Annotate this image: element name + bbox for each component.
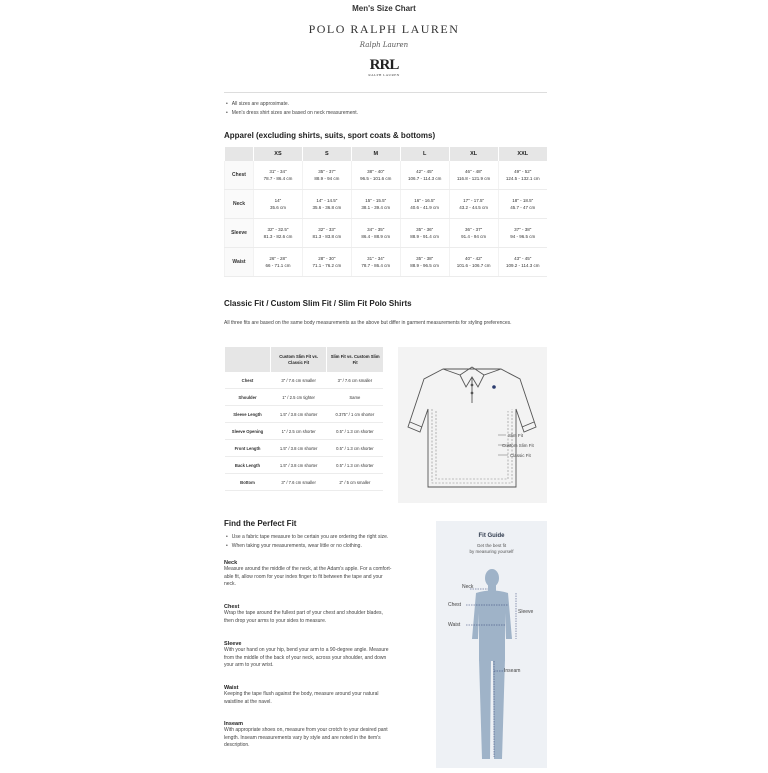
fit-col-header: Slim Fit vs. Custom Slim Fit	[327, 347, 383, 372]
measure-waist	[224, 685, 430, 706]
brand-wordmark: POLO RALPH LAUREN	[308, 22, 460, 36]
measure-text: Measure around the middle of the neck, at the Adam's apple. For a comfort-	[224, 566, 392, 572]
measure-neck	[224, 560, 430, 589]
table-row	[225, 423, 384, 440]
polo-shirt-illustration	[398, 347, 547, 503]
fit-tip: • When taking your measurements, wear little or no clothing.	[226, 543, 362, 549]
measure-text: Keeping the tape flush against the body, measure around your natural	[224, 691, 379, 697]
table-cell: 0.5" / 1.3 cm shorter	[327, 457, 383, 474]
fit-heading: Classic Fit / Custom Slim Fit / Slim Fit Polo Shirts	[224, 299, 412, 308]
fit-intro: All three fits are based on the same body measurements as the above but differ in garment measurements for styling preferences.	[224, 320, 512, 326]
fit-guide-subtitle-line: by measuring yourself	[469, 549, 514, 554]
fit-col-header: Custom Slim Fit vs. Classic Fit	[271, 347, 327, 372]
apparel-corner-cell	[225, 147, 254, 161]
table-cell: 35" - 38" 88.9 - 96.5 cm	[400, 248, 449, 277]
row-label: Bottom	[225, 474, 271, 491]
table-row	[225, 219, 548, 248]
size-header: M	[351, 147, 400, 161]
table-cell: 15" - 15.5" 38.1 - 39.4 cm	[351, 190, 400, 219]
table-cell: 49" - 52" 124.5 - 132.1 cm	[498, 161, 547, 190]
row-label: Chest	[225, 161, 254, 190]
table-cell: 3" / 7.6 cm smaller	[271, 474, 327, 491]
table-row	[225, 190, 548, 219]
table-cell: 36" - 37" 91.4 - 94 cm	[449, 219, 498, 248]
table-cell: 1.5" / 3.8 cm shorter	[271, 406, 327, 423]
apparel-heading: Apparel (excluding shirts, suits, sport coats & bottoms)	[224, 131, 436, 140]
table-row	[225, 406, 384, 423]
row-label: Sleeve	[225, 219, 254, 248]
measure-text: With appropriate shoes on, measure from your crotch to your desired pant	[224, 727, 388, 733]
measure-text: waistline at the navel.	[224, 698, 272, 705]
table-row	[225, 161, 548, 190]
table-cell: 40" - 42" 101.6 - 106.7 cm	[449, 248, 498, 277]
fit-comparison-table	[224, 347, 383, 491]
table-cell: 32" - 33" 81.3 - 83.8 cm	[302, 219, 351, 248]
measure-heading: Waist	[224, 685, 239, 691]
brand-signature: Ralph Lauren	[359, 41, 409, 49]
table-row	[225, 457, 384, 474]
perfect-fit-heading: Find the Perfect Fit	[224, 519, 297, 528]
fit-header-row	[225, 347, 384, 372]
table-cell: 17" - 17.5" 43.2 - 44.5 cm	[449, 190, 498, 219]
apparel-header-row	[225, 147, 548, 161]
body-silhouette-icon	[436, 521, 547, 768]
size-header: XS	[254, 147, 303, 161]
table-cell: 31" - 34" 78.7 - 86.4 cm	[351, 248, 400, 277]
table-cell: 46" - 48" 116.8 - 121.9 cm	[449, 161, 498, 190]
measure-heading: Inseam	[224, 721, 243, 727]
rrl-logo	[364, 58, 404, 82]
header-divider	[224, 92, 547, 93]
slim-fit-label: Slim Fit	[508, 433, 523, 438]
table-cell: 0.5" / 1.3 cm shorter	[327, 423, 383, 440]
row-label: Front Length	[225, 440, 271, 457]
table-cell: 18" - 18.5" 45.7 - 47 cm	[498, 190, 547, 219]
fit-tip: • Use a fabric tape measure to be certain you are ordering the right size.	[226, 534, 388, 540]
measure-text: able fit, allow room for your index finger to fit between the tape and your	[224, 573, 383, 580]
table-row	[225, 372, 384, 389]
rrl-logo-sub: RALPH LAUREN	[368, 73, 400, 77]
guide-inseam-label: Inseam	[504, 668, 521, 674]
table-cell: 35" - 36" 88.9 - 91.4 cm	[400, 219, 449, 248]
measure-heading: Chest	[224, 604, 240, 610]
measure-inseam	[224, 721, 430, 750]
measure-text: With your hand on your hip, bend your arm to a 90-degree angle. Measure	[224, 647, 389, 653]
polo-fit-diagram	[398, 347, 547, 503]
size-header: S	[302, 147, 351, 161]
size-header: L	[400, 147, 449, 161]
row-label: Waist	[225, 248, 254, 277]
row-label: Chest	[225, 372, 271, 389]
table-cell: 37" - 38" 94 - 96.5 cm	[498, 219, 547, 248]
guide-neck-label: Neck	[462, 584, 474, 590]
table-cell: 35" - 37" 88.9 - 94 cm	[302, 161, 351, 190]
table-cell: 28" - 30" 71.1 - 76.2 cm	[302, 248, 351, 277]
measure-text: your arm to your wrist.	[224, 662, 274, 668]
table-cell: 14" - 14.5" 35.6 - 36.8 cm	[302, 190, 351, 219]
table-row	[225, 474, 384, 491]
measure-sleeve	[224, 641, 430, 670]
table-cell: 1" / 2.5 cm shorter	[271, 423, 327, 440]
table-cell: 0.5" / 1.3 cm shorter	[327, 440, 383, 457]
polo-pony-icon	[492, 385, 496, 389]
measure-heading: Neck	[224, 560, 238, 566]
measure-text: then drop your arms to your sides to measure.	[224, 617, 327, 624]
guide-chest-label: Chest	[448, 602, 462, 608]
row-label: Sleeve Opening	[225, 423, 271, 440]
table-cell: 38" - 40" 96.5 - 101.6 cm	[351, 161, 400, 190]
table-cell: 3" / 7.6 cm smaller	[327, 372, 383, 389]
table-cell: 31" - 34" 78.7 - 86.4 cm	[254, 161, 303, 190]
table-cell: 43" - 45" 109.2 - 114.3 cm	[498, 248, 547, 277]
table-cell: 32" - 32.5" 81.3 - 82.6 cm	[254, 219, 303, 248]
row-label: Sleeve Length	[225, 406, 271, 423]
fit-guide-title: Fit Guide	[478, 533, 505, 539]
page-title: Men's Size Chart	[352, 4, 416, 13]
apparel-size-table	[224, 147, 547, 277]
row-label: Neck	[225, 190, 254, 219]
table-row	[225, 440, 384, 457]
fit-guide-subtitle-line: Get the best fit	[476, 543, 507, 548]
measure-text: length. Inseam measurements vary by style and are noted in the item's	[224, 734, 381, 741]
measure-heading: Sleeve	[224, 641, 242, 647]
guide-sleeve-label: Sleeve	[518, 609, 534, 615]
row-label: Back Length	[225, 457, 271, 474]
classic-fit-label: Classic Fit	[510, 453, 531, 458]
table-cell: 42" - 45" 106.7 - 114.3 cm	[400, 161, 449, 190]
size-header: XXL	[498, 147, 547, 161]
table-cell: 14" 35.6 cm	[254, 190, 303, 219]
table-cell: 16" - 16.5" 40.6 - 41.9 cm	[400, 190, 449, 219]
measure-chest	[224, 604, 430, 625]
fit-corner-cell	[225, 347, 271, 372]
table-cell: 2" / 5 cm smaller	[327, 474, 383, 491]
size-header: XL	[449, 147, 498, 161]
guide-waist-label: Waist	[448, 622, 461, 628]
table-row	[225, 248, 548, 277]
table-cell: Same	[327, 389, 383, 406]
rrl-logo-mark: RRL	[369, 57, 399, 73]
note-approximate: • All sizes are approximate.	[226, 101, 289, 107]
table-cell: 26" - 28" 66 - 71.1 cm	[254, 248, 303, 277]
table-cell: 3" / 7.6 cm smaller	[271, 372, 327, 389]
note-neck-measurement: • Men's dress shirt sizes are based on neck measurement.	[226, 110, 358, 116]
table-cell: 1.5" / 3.8 cm shorter	[271, 440, 327, 457]
measure-text: description.	[224, 742, 250, 748]
custom-slim-fit-label: Custom Slim Fit	[502, 443, 534, 448]
measure-text: from the middle of the back of your neck, across your shoulder, and down	[224, 654, 387, 661]
table-cell: 1" / 2.5 cm tighter	[271, 389, 327, 406]
table-cell: 0.375" / 1 cm shorter	[327, 406, 383, 423]
row-label: Shoulder	[225, 389, 271, 406]
measure-text: Wrap the tape around the fullest part of your chest and shoulder blades,	[224, 610, 383, 616]
table-row	[225, 389, 384, 406]
table-cell: 1.5" / 3.8 cm shorter	[271, 457, 327, 474]
body-figure	[436, 521, 547, 768]
table-cell: 34" - 35" 86.4 - 88.9 cm	[351, 219, 400, 248]
measure-text: neck.	[224, 581, 236, 587]
